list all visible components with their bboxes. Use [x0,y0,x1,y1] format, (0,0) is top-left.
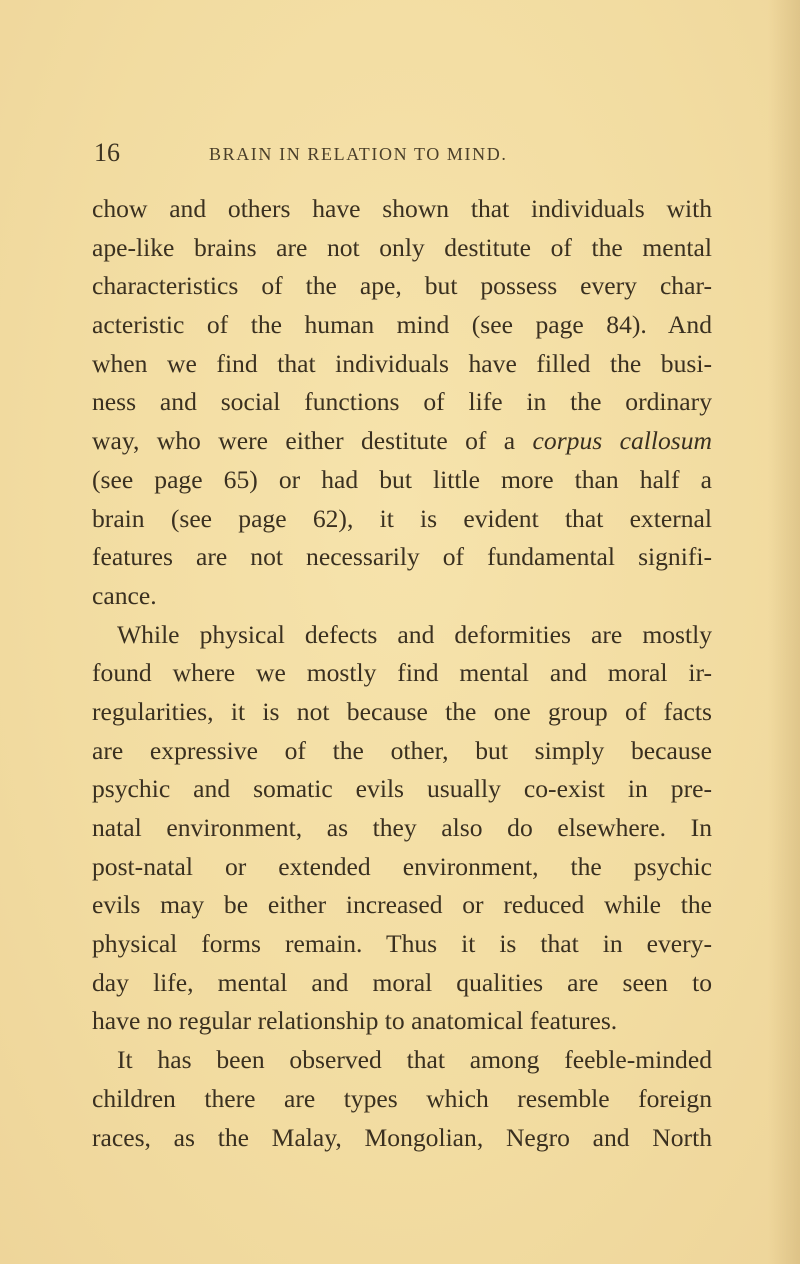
text-line: post-natal or extended environment, the psychic [92,851,712,881]
running-head [92,138,712,168]
text-line: evils may be either increased or reduced while the [92,890,712,920]
text-line: cance. [92,580,157,610]
text-line: have no regular relationship to anatomical features. [92,1006,618,1036]
text-line: children there are types which resemble foreign [92,1083,712,1113]
text-line: psychic and somatic evils usually co-exist in pre- [92,774,712,804]
text-line: (see page 65) or had but little more than half a [92,464,712,494]
text-line: regularities, it is not because the one group of facts [92,696,712,726]
body-text [92,190,712,1157]
text-line: features are not necessarily of fundamental signifi- [92,542,712,572]
text-line: natal environment, as they also do elsewhere. In [92,813,712,842]
paragraph-start-line: While physical defects and deformities are mostly [117,619,712,649]
text-line: when we find that individuals have filled the busi- [92,348,712,378]
text-line: ness and social functions of life in the ordinary [92,387,712,417]
running-title: BRAIN IN RELATION TO MIND. [209,144,508,164]
paragraph-start-line: It has been observed that among feeble-minded [117,1045,712,1075]
text-line: races, as the Malay, Mongolian, Negro and North [92,1122,712,1152]
page-number: 16 [94,138,120,167]
text-line: ape-like brains are not only destitute of the mental [92,232,712,262]
text-segment: way, who were either destitute of a [92,426,533,456]
text-line: acteristic of the human mind (see page 84). And [92,310,712,340]
text-line: day life, mental and moral qualities are seen to [92,967,712,997]
text-line: characteristics of the ape, but possess every char- [92,271,712,301]
text-line: are expressive of the other, but simply because [92,735,712,765]
italic-term: corpus callosum [532,426,713,456]
text-line: brain (see page 62), it is evident that external [92,503,712,533]
text-line: found where we mostly find mental and moral ir- [92,658,712,688]
text-line [92,422,712,461]
text-line: chow and others have shown that individuals with [92,194,712,223]
text-line: physical forms remain. Thus it is that in every- [92,929,712,959]
